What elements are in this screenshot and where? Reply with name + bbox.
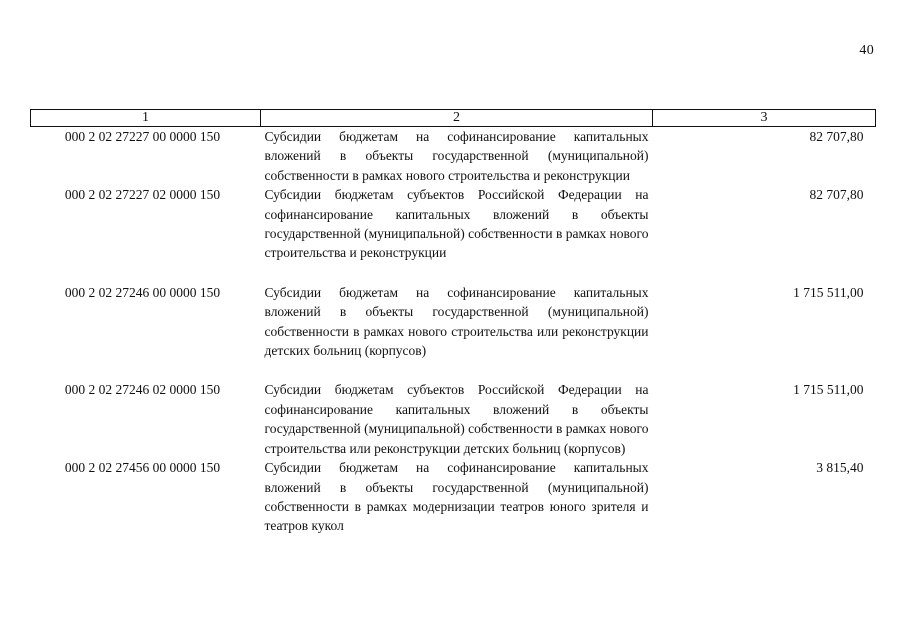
budget-amount: 1 715 511,00 [793,382,864,398]
budget-amount: 82 707,80 [809,129,864,144]
table-row [31,127,876,186]
budget-amount: 1 715 511,00 [793,284,864,300]
budget-amount: 82 707,80 [809,187,864,203]
budget-description: Субсидии бюджетам субъектов Российской Федерации на софинансирование капитальных вложений в объекты государственной (муниципальной) собственности в рамках нового строительства или реконструкции детских больниц (корпусов) [264,382,649,456]
column-header-code: 1 [31,110,261,127]
budget-code: 000 2 02 27227 02 0000 150 [64,187,221,203]
budget-description: Субсидии бюджетам на софинансирование капитальных вложений в объекты государственной (муниципальной) собственности в рамках нового строительства или реконструкции детских больниц (корпусов) [264,284,649,359]
table-row [31,458,876,536]
page-number: 40 [859,43,874,58]
budget-code: 000 2 02 27227 00 0000 150 [64,129,221,144]
budget-table [30,109,876,536]
budget-amount: 3 815,40 [816,460,864,476]
budget-description: Субсидии бюджетам на софинансирование капитальных вложений в объекты государственной (муниципальной) собственности в рамках нового строительства и реконструкции [264,129,649,183]
budget-code: 000 2 02 27246 00 0000 150 [64,284,221,300]
column-header-amount: 3 [653,110,876,127]
table-row [31,380,876,458]
budget-description: Субсидии бюджетам на софинансирование капитальных вложений в объекты государственной (муниципальной) собственности в рамках модернизации театров юного зрителя и театров кукол [264,460,649,534]
table-row [31,283,876,381]
table-header-row [31,110,876,127]
budget-code: 000 2 02 27456 00 0000 150 [64,460,221,476]
budget-code: 000 2 02 27246 02 0000 150 [64,382,221,398]
budget-description: Субсидии бюджетам субъектов Российской Федерации на софинансирование капитальных вложений в объекты государственной (муниципальной) собственности в рамках нового строительства и реконструкции [264,187,649,261]
table-row [31,185,876,283]
column-header-description: 2 [261,110,653,127]
